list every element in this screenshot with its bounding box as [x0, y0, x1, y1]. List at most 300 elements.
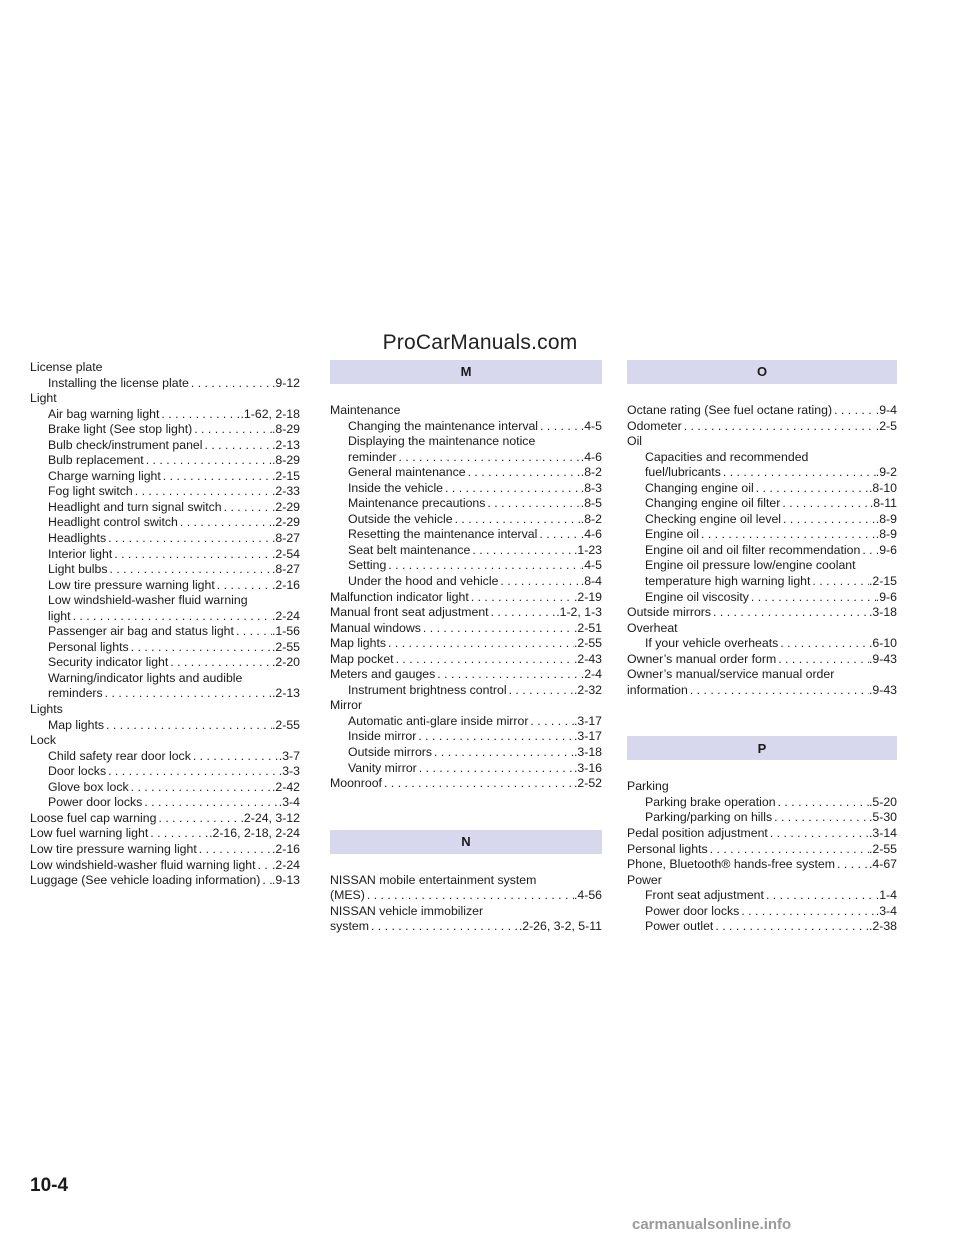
index-entry-label: Front seat adjustment: [645, 888, 764, 903]
index-entry-label: Low fuel warning light: [30, 826, 149, 841]
dot-leader: [156, 811, 240, 827]
dot-leader: [133, 484, 272, 500]
index-entry: [30, 578, 300, 594]
index-entry-pages: .2-52: [573, 776, 602, 791]
index-entry: [330, 450, 602, 466]
index-entry: [627, 605, 897, 621]
index-entry-label: Outside mirrors: [348, 745, 433, 760]
index-heading: Maintenance: [330, 403, 401, 417]
dot-leader: [129, 780, 272, 796]
index-heading: Parking: [627, 779, 669, 794]
index-entry-pages: .8-27: [271, 531, 300, 546]
index-heading: Owner’s manual/service manual order: [627, 667, 835, 682]
index-entry: [330, 419, 602, 435]
dot-leader: [112, 547, 272, 563]
index-entry: [627, 481, 897, 497]
index-entry-label: Vanity mirror: [348, 760, 417, 775]
dot-leader: [386, 636, 574, 652]
index-entry-pages: .4-56: [573, 888, 602, 903]
index-entry: [30, 453, 300, 469]
index-entry: [330, 776, 602, 792]
dot-leader: [222, 500, 272, 516]
index-entry-pages: .8-9: [875, 527, 897, 542]
section-spacer: [627, 698, 897, 736]
index-entry: [30, 547, 300, 563]
index-column-1: [30, 360, 300, 889]
index-entry-label: Malfunction indicator light: [330, 589, 469, 604]
index-entry: [330, 496, 602, 512]
index-entry-label: Low tire pressure warning light: [48, 577, 215, 592]
index-entry: [330, 558, 602, 574]
dot-leader: [192, 422, 272, 438]
dot-leader: [699, 527, 876, 543]
dot-leader: [234, 624, 272, 640]
index-entry-pages: .9-13: [271, 873, 300, 888]
index-entry-pages: .8-27: [271, 562, 300, 577]
dot-leader: [832, 403, 876, 419]
dot-leader: [417, 761, 574, 777]
dot-leader: [369, 919, 519, 935]
index-entry-label: reminder: [348, 449, 397, 464]
index-entry-label: Octane rating (See fuel octane rating): [627, 403, 833, 417]
index-entry-pages: .3-18: [573, 745, 602, 760]
index-entry-label: Power door locks: [645, 903, 740, 918]
index-entry: [30, 484, 300, 500]
index-entry: [30, 422, 300, 438]
dot-leader: [713, 919, 869, 935]
index-entry-pages: .2-32: [573, 682, 602, 697]
index-entry-label: Odometer: [627, 418, 682, 433]
index-entry-label: Door locks: [48, 764, 107, 779]
dot-leader: [453, 512, 581, 528]
dot-leader: [106, 764, 279, 780]
index-entry: [627, 636, 897, 652]
index-entry: [30, 842, 300, 858]
index-entry: [30, 531, 300, 547]
index-entry-pages: .9-6: [875, 589, 897, 604]
dot-leader: [469, 590, 574, 606]
index-entry-label: Instrument brightness control: [348, 682, 507, 697]
index-entry: [627, 527, 897, 543]
index-entry: [627, 810, 897, 826]
index-subheading: Warning/indicator lights and audible: [48, 670, 243, 685]
index-entry-label: Owner’s manual order form: [627, 651, 777, 666]
index-entry: [627, 795, 897, 811]
dot-leader: [489, 605, 557, 621]
dot-leader: [104, 718, 272, 734]
index-entry-label: Power outlet: [645, 919, 714, 934]
index-entry: [627, 842, 897, 858]
index-entry-pages: .2-16, 2-18, 2-24: [209, 826, 300, 841]
index-entry-pages: .3-17: [573, 729, 602, 744]
index-entry-pages: .3-18: [868, 605, 897, 620]
index-entry: [330, 888, 602, 904]
index-heading: Light: [30, 391, 57, 406]
index-entry-pages: .9-2: [875, 465, 897, 480]
index-entry-pages: .5-30: [868, 810, 897, 825]
index-entry-pages: .4-67: [868, 857, 897, 872]
index-entry-label: Map lights: [330, 636, 387, 651]
index-entry-pages: .9-6: [875, 542, 897, 557]
dot-leader: [168, 655, 272, 671]
dot-leader: [365, 888, 574, 904]
dot-leader: [432, 745, 574, 761]
dot-leader: [507, 683, 574, 699]
dot-leader: [197, 842, 272, 858]
index-entry: [330, 667, 602, 683]
dot-leader: [260, 873, 272, 889]
dot-leader: [148, 826, 209, 842]
index-entry-label: Meters and gauges: [330, 667, 436, 682]
dot-leader: [721, 465, 876, 481]
index-entry-label: Luggage (See vehicle loading information): [30, 873, 261, 888]
dot-leader: [382, 776, 574, 792]
footer-watermark: carmanualsonline.info: [632, 1216, 792, 1233]
index-entry-label: reminders: [48, 686, 103, 701]
index-entry: [627, 465, 897, 481]
index-entry-pages: .8-5: [580, 496, 602, 511]
index-entry: [627, 857, 897, 873]
index-entry: [30, 795, 300, 811]
index-entry-pages: .2-55: [868, 841, 897, 856]
index-subheading: Displaying the maintenance notice: [348, 434, 536, 449]
dot-leader: [416, 729, 574, 745]
index-entry: [330, 919, 602, 935]
index-entry-pages: .3-14: [868, 826, 897, 841]
dot-leader: [202, 438, 271, 454]
index-entry: [30, 438, 300, 454]
index-entry-pages: .8-9: [875, 511, 897, 526]
index-entry: [627, 512, 897, 528]
index-entry: [627, 919, 897, 935]
index-entry: [330, 481, 602, 497]
index-entry-pages: .3-4: [875, 903, 897, 918]
index-entry-pages: .2-15: [271, 468, 300, 483]
index-entry-label: Changing the maintenance interval: [348, 418, 539, 433]
dot-leader: [780, 496, 870, 512]
index-entry: [330, 574, 602, 590]
index-entry-pages: .9-4: [875, 403, 897, 417]
index-entry: [627, 904, 897, 920]
dot-leader: [776, 652, 869, 668]
index-entry-pages: .2-19: [573, 589, 602, 604]
index-entry-pages: .2-16: [271, 577, 300, 592]
index-entry-pages: .2-55: [573, 636, 602, 651]
index-entry-pages: .5-20: [868, 794, 897, 809]
index-entry: [330, 636, 602, 652]
index-entry-pages: .4-5: [580, 558, 602, 573]
index-entry-pages: .2-20: [271, 655, 300, 670]
index-entry-label: Fog light switch: [48, 484, 133, 499]
page-number: 10-4: [30, 1175, 69, 1196]
index-entry-label: Charge warning light: [48, 468, 161, 483]
index-entry: [627, 683, 897, 699]
dot-leader: [776, 795, 869, 811]
index-entry-label: Headlights: [48, 531, 107, 546]
index-entry-label: Engine oil viscosity: [645, 589, 749, 604]
index-entry: [330, 590, 602, 606]
index-entry-label: Engine oil: [645, 527, 700, 542]
index-entry-pages: .8-11: [869, 496, 897, 511]
index-entry: [30, 686, 300, 702]
index-entry-label: Under the hood and vehicle: [348, 574, 499, 589]
index-entry-pages: .3-7: [278, 748, 300, 763]
index-entry: [627, 652, 897, 668]
index-entry-pages: .1-62, 2-18: [240, 406, 300, 421]
index-subheading: Capacities and recommended: [645, 449, 809, 464]
index-entry: [30, 764, 300, 780]
index-entry-label: Outside the vehicle: [348, 511, 453, 526]
index-entry-label: (MES): [330, 888, 365, 903]
dot-leader: [191, 749, 279, 765]
index-entry-pages: .9-12: [271, 375, 300, 390]
index-entry: [30, 500, 300, 516]
index-entry: [627, 888, 897, 904]
index-entry: [330, 745, 602, 761]
dot-leader: [708, 842, 869, 858]
index-entry-pages: .1-23: [573, 542, 602, 557]
dot-leader: [485, 496, 580, 512]
index-entry-label: Loose fuel cap warning: [30, 810, 157, 825]
dot-leader: [768, 826, 869, 842]
index-entry-label: Automatic anti-glare inside mirror: [348, 713, 529, 728]
index-entry-label: Power door locks: [48, 795, 143, 810]
dot-leader: [443, 481, 581, 497]
dot-leader: [189, 376, 272, 392]
dot-leader: [129, 640, 272, 656]
dot-leader: [142, 795, 278, 811]
index-entry: [330, 543, 602, 559]
dot-leader: [682, 419, 876, 435]
index-entry-label: fuel/lubricants: [645, 465, 721, 480]
index-entry-label: Installing the license plate: [48, 375, 189, 390]
index-entry: [627, 826, 897, 842]
index-entry-label: Bulb replacement: [48, 453, 144, 468]
index-entry-label: Resetting the maintenance interval: [348, 527, 538, 542]
dot-leader: [688, 683, 869, 699]
dot-leader: [749, 590, 876, 606]
index-heading: Oil: [627, 434, 643, 449]
index-entry: [330, 512, 602, 528]
dot-leader: [159, 407, 240, 423]
index-entry-pages: .2-26, 3-2, 5-11: [518, 919, 602, 934]
index-entry-pages: .8-2: [580, 465, 602, 480]
index-entry-label: General maintenance: [348, 465, 466, 480]
index-entry: [627, 574, 897, 590]
index-entry: [30, 718, 300, 734]
index-entry: [30, 376, 300, 392]
dot-leader: [394, 652, 574, 668]
index-entry-label: Maintenance precautions: [348, 496, 486, 511]
index-heading: Lock: [30, 733, 56, 748]
dot-leader: [106, 531, 272, 547]
index-entry-pages: .1-56: [271, 624, 300, 639]
index-entry: [627, 543, 897, 559]
dot-leader: [161, 469, 272, 485]
dot-leader: [711, 605, 869, 621]
index-entry-label: Headlight control switch: [48, 515, 178, 530]
index-entry-pages: .2-24, 3-12: [240, 810, 300, 825]
dot-leader: [528, 714, 574, 730]
index-entry: [330, 652, 602, 668]
index-entry: [627, 590, 897, 606]
dot-leader: [435, 667, 581, 683]
index-entry-pages: .2-33: [271, 484, 300, 499]
index-entry-pages: .2-55: [271, 717, 300, 732]
index-entry-label: Interior light: [48, 546, 113, 561]
index-entry-label: temperature high warning light: [645, 574, 811, 589]
index-entry-label: Child safety rear door lock: [48, 748, 191, 763]
dot-leader: [256, 858, 272, 874]
index-heading: Mirror: [330, 698, 363, 713]
index-entry-pages: .8-10: [868, 480, 897, 495]
index-entry-pages: .8-29: [271, 453, 300, 468]
index-entry-pages: .2-13: [271, 437, 300, 452]
index-entry-label: Passenger air bag and status light: [48, 624, 234, 639]
index-entry-pages: .2-29: [271, 499, 300, 514]
index-entry-label: Changing engine oil filter: [645, 496, 781, 511]
index-entry-pages: .1-4: [875, 888, 897, 903]
section-letter-band: P: [627, 736, 897, 760]
index-entry-pages: .2-5: [875, 418, 897, 433]
index-heading: NISSAN mobile entertainment system: [330, 872, 537, 887]
index-entry-label: Personal lights: [48, 639, 129, 654]
index-entry: [330, 621, 602, 637]
index-entry-label: Air bag warning light: [48, 406, 160, 421]
dot-leader: [71, 609, 272, 625]
index-entry-pages: .2-43: [573, 651, 602, 666]
index-entry-label: Glove box lock: [48, 779, 129, 794]
index-entry-label: Headlight and turn signal switch: [48, 499, 222, 514]
index-entry-label: Parking/parking on hills: [645, 810, 773, 825]
index-entry-pages: .9-43: [868, 682, 897, 697]
index-entry-pages: .2-4: [580, 667, 602, 682]
dot-leader: [764, 888, 876, 904]
index-entry-label: Light bulbs: [48, 562, 108, 577]
index-entry-pages: .3-16: [573, 760, 602, 775]
index-entry: [627, 403, 897, 419]
dot-leader: [538, 419, 581, 435]
index-entry-label: Low windshield-washer fluid warning light: [30, 857, 256, 872]
index-entry: [30, 515, 300, 531]
index-entry-pages: .4-6: [580, 527, 602, 542]
dot-leader: [754, 481, 869, 497]
index-entry: [30, 749, 300, 765]
index-entry-pages: .8-29: [271, 422, 300, 437]
index-column-2: [330, 360, 602, 935]
dot-leader: [397, 450, 581, 466]
dot-leader: [107, 562, 271, 578]
index-entry-pages: .2-38: [868, 919, 897, 934]
index-entry: [330, 465, 602, 481]
index-entry-label: Inside the vehicle: [348, 480, 444, 495]
section-letter-band: M: [330, 360, 602, 384]
index-entry: [30, 640, 300, 656]
index-entry-label: system: [330, 919, 369, 934]
index-entry-label: light: [48, 608, 71, 623]
index-entry-label: Checking engine oil level: [645, 511, 782, 526]
dot-leader: [103, 686, 272, 702]
index-entry: [30, 609, 300, 625]
index-entry-label: Security indicator light: [48, 655, 169, 670]
dot-leader: [421, 621, 574, 637]
index-entry: [330, 729, 602, 745]
index-entry-label: information: [627, 682, 688, 697]
index-entry: [30, 624, 300, 640]
index-entry-label: Personal lights: [627, 841, 708, 856]
index-entry-pages: .2-54: [271, 546, 300, 561]
index-entry-pages: .8-4: [580, 574, 602, 589]
dot-leader: [144, 453, 272, 469]
index-entry-pages: .1-2, 1-3: [556, 605, 602, 620]
dot-leader: [466, 465, 581, 481]
index-heading: Lights: [30, 702, 63, 717]
dot-leader: [781, 512, 876, 528]
index-entry-label: Engine oil and oil filter recommendation: [645, 542, 861, 557]
index-entry-label: Parking brake operation: [645, 794, 776, 809]
index-entry-pages: .3-4: [278, 795, 300, 810]
index-entry-pages: .3-17: [573, 713, 602, 728]
index-entry: [330, 761, 602, 777]
index-entry-label: Outside mirrors: [627, 605, 712, 620]
index-column-3: [627, 360, 897, 935]
index-entry-label: Manual front seat adjustment: [330, 605, 489, 620]
index-subheading: Low windshield-washer fluid warning: [48, 593, 248, 608]
index-entry-pages: .2-55: [271, 639, 300, 654]
index-entry: [30, 469, 300, 485]
dot-leader: [772, 810, 869, 826]
index-entry: [330, 605, 602, 621]
dot-leader: [739, 904, 875, 920]
section-spacer: [330, 792, 602, 830]
index-entry: [30, 655, 300, 671]
index-entry: [30, 407, 300, 423]
index-entry-pages: .3-3: [278, 764, 300, 779]
index-entry-pages: .8-2: [580, 511, 602, 526]
index-entry-pages: .8-3: [580, 480, 602, 495]
index-entry-label: Phone, Bluetooth® hands-free system: [627, 857, 835, 872]
index-entry: [30, 811, 300, 827]
index-entry: [30, 826, 300, 842]
index-entry-label: Inside mirror: [348, 729, 417, 744]
index-entry-pages: .2-29: [271, 515, 300, 530]
index-entry: [30, 858, 300, 874]
index-entry: [330, 714, 602, 730]
index-entry: [330, 527, 602, 543]
index-entry-pages: .2-24: [271, 857, 300, 872]
index-entry-pages: .9-43: [868, 651, 897, 666]
index-entry: [627, 496, 897, 512]
index-entry-label: Pedal position adjustment: [627, 826, 768, 841]
dot-leader: [178, 515, 272, 531]
index-entry-pages: .4-6: [580, 449, 602, 464]
index-heading: Overheat: [627, 620, 678, 635]
index-entry-label: Bulb check/instrument panel: [48, 437, 203, 452]
index-subheading: Engine oil pressure low/engine coolant: [645, 558, 856, 573]
index-entry-pages: .4-5: [580, 418, 602, 433]
index-entry-label: Changing engine oil: [645, 480, 754, 495]
index-entry-label: Low tire pressure warning light: [30, 841, 197, 856]
dot-leader: [386, 558, 581, 574]
section-letter-band: N: [330, 830, 602, 854]
dot-leader: [498, 574, 580, 590]
index-entry-label: Seat belt maintenance: [348, 542, 471, 557]
dot-leader: [810, 574, 869, 590]
index-entry: [627, 419, 897, 435]
watermark-text: ProCarManuals.com: [382, 331, 578, 354]
index-entry: [330, 683, 602, 699]
index-entry-pages: .6-10: [868, 636, 897, 651]
